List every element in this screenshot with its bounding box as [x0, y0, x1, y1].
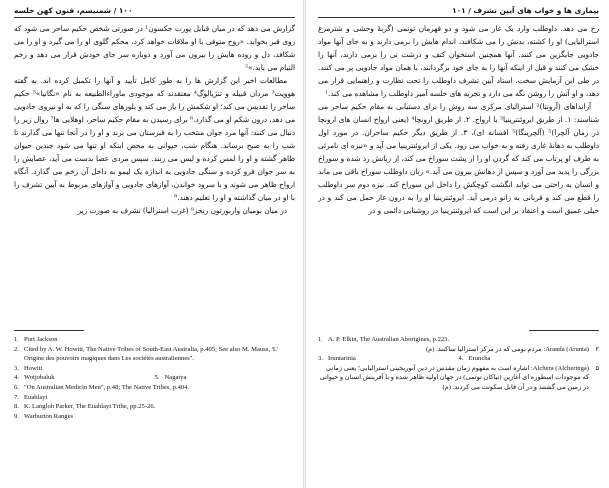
footnote-text: Eruncha	[468, 355, 491, 363]
left-paragraph: گزارش می دهد که در میان قبایل پورت جکسون¹ در صورتی شخص حکیم ساحر می شود که روی قبر بخوابد. «روح متوفی با او ملاقات خواهد کرد، محکم گلوی او را می گیرد و او را می شکافد، دل و روده هایش را بیرون می آورد و دوباره سر جای خودش قرار می دهد و زخم التیام می یابد.»²	[14, 24, 295, 72]
left-footnote-rule	[14, 330, 84, 331]
footnote	[14, 412, 295, 422]
footnote-text: (Arunta) Aranda: مردم بومی که در مرکز استرالیا ساکنند. (م)	[425, 345, 589, 353]
right-footnote-rule	[529, 330, 599, 331]
footnote-text: Euahlayi	[24, 393, 48, 401]
footnote-text: Howitt	[24, 364, 43, 372]
footnote-pair	[318, 354, 599, 364]
left-page	[0, 0, 303, 488]
left-running-head: ۱۰۰ / شمنیسم، فنون کهن خلسه	[14, 6, 295, 18]
footnote	[459, 354, 600, 364]
footnote	[318, 354, 459, 364]
footnote-text: A. P. Elkin, The Australian Aborigines, p.223.	[328, 336, 450, 343]
footnote	[14, 373, 155, 383]
footnote-text: Port Jackson	[24, 336, 58, 343]
left-body-text	[14, 22, 295, 322]
footnote-number: ۵	[595, 364, 599, 372]
right-page	[306, 0, 609, 488]
footnote-number: 3.	[14, 364, 19, 372]
footnote-number: 5.	[154, 374, 160, 382]
left-paragraph: مطالعات اخیر این گزارش ها را به طور کامل تأیید و آنها را تکمیل کرده اند. به گفته هوویت³ مردان قبیله و تنژیالوگ⁴ معتقدند که موجودی ماوراءالطبیعه به نام «نگاتیا»⁵ حکیم ساحر را تقدیس می کند؛ او شکمش را باز می کند و بلورهای سنگی را که به او نیروی جادویی می دهد، درون شکم او می گذارد.⁶ برای رسیدن به مقام حکیم ساحر، اوهلایی ها⁷ روال زیر را دنبال می کنند: آنها مرد جوان منتخب را به قبرستان می برند و او را در آنجا تنها می گذارند تا شب را به صبح برساند. هنگام شب، حیوانی به محض اینکه او تنها می شود چندین حیوان ظاهر گشته و او را لمس کرده و لیس می زنند. سپس مردی عصا بدست می آید، عصایش را به سر جوان فرو کرده و سنگی جادویی به اندازه یک لیمو به داخل آن زخم می گذارد. آنگاه ارواح ظاهر می شوند و با سرود خواندن، آوازهای جادویی و آوازهای مربوط به آیین تشرف را با او در میان گذاشته و او را تعلیم دهند.⁸	[14, 76, 295, 202]
footnote-number: 8.	[14, 403, 19, 411]
footnote	[14, 402, 295, 412]
footnote	[14, 393, 295, 403]
footnote-text: "On Australian Medicin Men", p.48; The Native Tribes, p.404.	[24, 383, 190, 391]
footnote-text: (Alcheringa) Alchera: اشاره است به مفهوم زمان مقدس در دین آبوریجینی استرالیایی؛ یعنی زمانی که موجودات اسطوره ای آغازین (نیاکان توتمی) در جهان اولیه ظاهر شده و با آفرینش انسان و حیوانی در زمین می گشتند و در آن قابل سکونت می کردند. (م)	[319, 364, 589, 391]
footnote-pair	[14, 364, 295, 374]
footnote	[155, 373, 296, 383]
right-running-head: بیماری ها و خواب های آیین تشرف / ۱۰۱	[318, 6, 599, 18]
right-body-text	[318, 22, 599, 322]
footnote-number: 6.	[14, 383, 19, 391]
footnote-text: K. Langloh Parker, The Euahlayi Tribe, pp.25-26.	[24, 403, 156, 411]
right-paragraph: آرانداهای (آرونتا)² استرالیای مرکزی سه روش را برای دستیابی به مقام حکیم ساحر می شناسند: ۱. از طریق ایروئنترینیا³ یا ارواح. ۲. از طریق ارونچا⁴ (یعنی ارواح انسان های ارونچا در زمان آلچرا)⁵ (آلچرینگا)⁵ افسانه ای)، ۳. از طریق دیگر حکیم ساحران. در مورد اول داوطلب به دهانهٔ غاری رفته و به خواب می رود. یکی از ایروئنترینیا می آید و «نیزه ای نامرئی به طرف او پرتاب می کند که گردن او را از پشت سوراخ می کند، از زبانش رد شده و سوراخ بزرگی را پدید می آورد و سپس از دهانش بیرون می آید.» زبان داوطلب سوراخ باقی می ماند و انسان به راحتی می تواند انگشت کوچکش را داخل این سوراخ کند. نیزه دوم سر داوطلب را قطع می کند و قربانی به زانو درمی آید. ایروئنترینیا او را به درون غار حمل می کند و در خیلی عمیق است و اعتقاد بر این است که ایروئنترینیا در روشنایی دائمی و در	[318, 102, 599, 215]
footnote-text: Warburton Ranges	[24, 412, 74, 420]
footnote-text: Cited by A. W. Howitt, The Native Tribes of South-East Australia, p.405; See also M. Mauss, 'L' Origine des pouvoirs magiques dans Les sociétés australiennes".	[24, 345, 279, 363]
footnote-number: 1.	[318, 336, 323, 343]
footnote	[14, 335, 295, 345]
footnote-number: 1.	[14, 336, 19, 343]
footnote-number: 4.	[14, 374, 19, 382]
footnote-text: Wotjobaluk	[24, 374, 55, 382]
right-footnotes	[318, 335, 599, 393]
footnote-number: 7.	[14, 393, 19, 401]
footnote	[14, 383, 295, 393]
footnote-number: 3.	[318, 355, 323, 363]
footnote-text: Nagatya	[164, 374, 187, 382]
footnote	[318, 345, 599, 355]
footnote-number: 9.	[14, 412, 19, 420]
footnote	[14, 345, 295, 364]
footnote-number: 2.	[14, 345, 19, 353]
left-footnotes	[14, 335, 295, 421]
left-paragraph: در میان بومیان واربورتون رنجز⁹ (غرب استرالیا) تشرف به صورت زیر	[77, 206, 287, 215]
footnote-pair	[14, 373, 295, 383]
footnote	[318, 364, 599, 393]
footnote-number: ۲	[595, 345, 599, 353]
footnote	[14, 364, 295, 374]
footnote-text: Iruntarinia	[328, 355, 356, 363]
right-paragraph: رخ می دهد. داوطلب وارد یک غار می شود و دو قهرمان توتمی (گربهٔ وحشی و شترمرغ استرالیایی) او را کشته، بدنش را می شکافند، اندام هایش را برمی دارند و به جای آنها مواد جادویی جایگزین می کنند. آنها همچنین استخوان کتف و درشت نی را برمی دارند، آنها را خشک می کنند و قبل از اینکه آنها را به جای خود برگردانند، با همان مواد جادویی پر می کنند. در طی این آزمایش سخت، استاد آیین تشرف داوطلب را تحت نظارت و راهنمایی قرار می دهد، و او آتش را روشن نگه می دارد و تجربه های خلسه آمیز داوطلب را مشاهده می کند.¹	[318, 24, 599, 98]
footnote	[318, 335, 599, 345]
footnote-number: 4.	[458, 355, 464, 363]
